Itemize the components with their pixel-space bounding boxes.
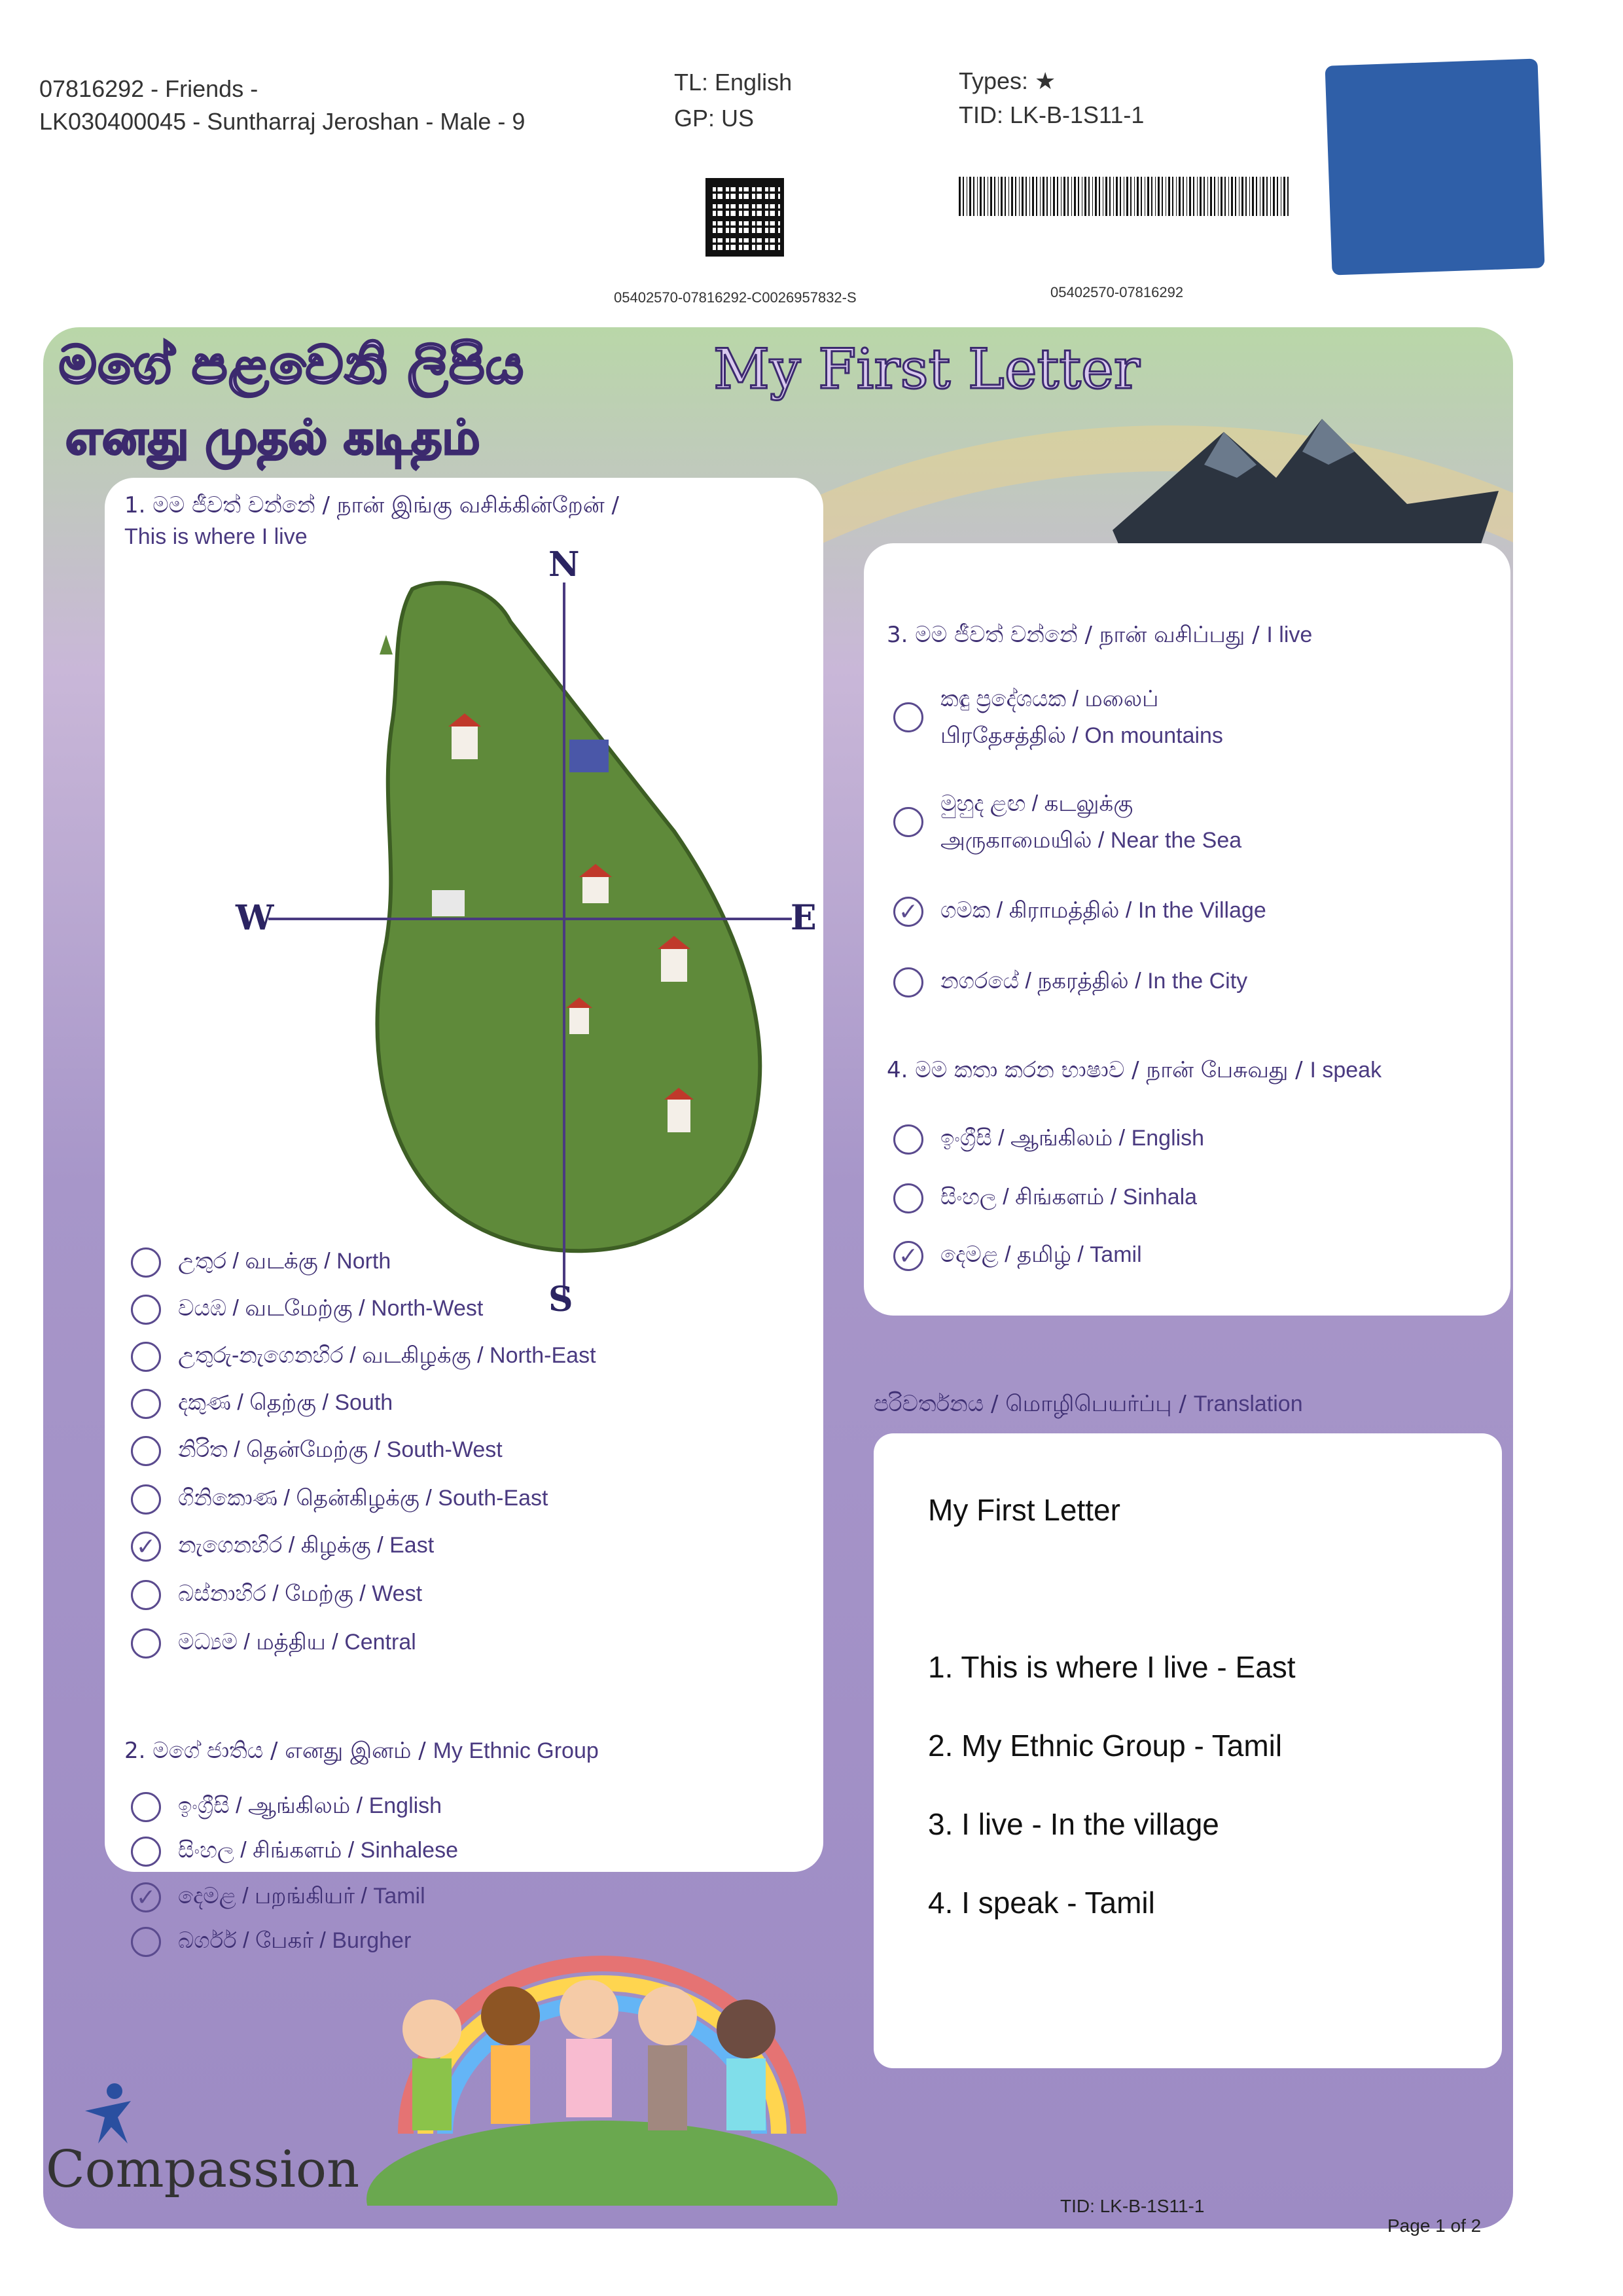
compassion-logo: Compassion (46, 2140, 360, 2199)
children-illustration (366, 1918, 838, 2206)
compass-south: S (548, 1280, 573, 1319)
living-place-option[interactable] (893, 681, 1223, 754)
compass-east: E (791, 898, 817, 938)
direction-option[interactable] (131, 1389, 393, 1419)
option-label-en: Near the Sea (1110, 828, 1242, 853)
option-label: ඉංග්‍රීසි / ஆங்கிலம் / (940, 1125, 1132, 1151)
direction-option[interactable] (131, 1532, 434, 1562)
q3-heading-en: I live (1266, 622, 1313, 647)
checked-radio-icon[interactable]: ✓ (131, 1532, 161, 1562)
translation-line: 3. I live - In the village (928, 1807, 1219, 1841)
option-label: සිංහල / சிங்களம் / (178, 1837, 361, 1863)
translation-line: 4. I speak - Tamil (928, 1886, 1155, 1920)
gp-country: GP: US (674, 105, 755, 132)
option-label: වයඹ / வடமேற்கு / (178, 1295, 372, 1321)
translation-language: TL: English (674, 69, 793, 96)
language-option[interactable] (893, 1241, 1142, 1271)
sri-lanka-map (216, 550, 844, 1296)
barcode-number: 05402570-07816292 (1050, 284, 1184, 300)
option-label: සිංහල / சிங்களம் / (940, 1184, 1123, 1210)
checked-radio-icon[interactable]: ✓ (893, 1241, 923, 1271)
q1-heading: 1. මම ජීවත් වන්නේ / நான் இங்கு வசிக்கின்றேன் / (124, 492, 620, 518)
option-label-en: West (372, 1581, 423, 1606)
radio-icon[interactable] (131, 1580, 161, 1610)
option-label: උතුර / வடக்கு / (178, 1248, 337, 1274)
radio-icon[interactable] (131, 1247, 161, 1278)
direction-option[interactable] (131, 1247, 391, 1278)
option-label: නගරයේ / நகரத்தில் / (940, 968, 1148, 994)
radio-icon[interactable] (131, 1389, 161, 1419)
living-place-option[interactable] (893, 967, 1247, 997)
q4-heading: 4. මම කතා කරන භාෂාව / நான் பேசுவது / (887, 1057, 1310, 1083)
option-label-en: South-East (438, 1485, 548, 1511)
radio-icon[interactable] (893, 807, 923, 837)
option-label: ගිනිකොණ / தென்கிழக்கு / (178, 1485, 438, 1511)
types-label: Types: ★ (959, 67, 1056, 94)
option-label-en: In the City (1147, 968, 1248, 994)
radio-icon[interactable] (893, 702, 923, 732)
compass-west: W (236, 898, 274, 938)
option-label: බස්නාහිර / மேற்கு / (178, 1581, 372, 1606)
option-label-en: Sinhalese (360, 1837, 459, 1863)
radio-icon[interactable] (893, 1124, 923, 1155)
option-label-en: Burgher (332, 1928, 412, 1953)
option-label: දකුණ / தெற்கு / (178, 1390, 335, 1415)
tid-header: TID: LK-B-1S11-1 (959, 101, 1145, 128)
translation-heading: පරිවර්තනය / மொழிபெயர்ப்பு / (874, 1391, 1194, 1417)
translation-line: 1. This is where I live - East (928, 1650, 1296, 1684)
child-name-line: LK030400045 - Suntharraj Jeroshan - Male - 9 (39, 108, 526, 135)
language-option[interactable] (893, 1183, 1197, 1213)
option-label-en: East (389, 1532, 435, 1558)
radio-icon[interactable] (893, 967, 923, 997)
qr-code (705, 178, 784, 257)
option-label-en: South (334, 1390, 393, 1415)
radio-icon[interactable] (131, 1484, 161, 1515)
q2-heading: 2. මගේ ජාතිය / எனது இனம் / (124, 1738, 433, 1764)
title-tamil: எனது முதல் கடிதம் (65, 409, 480, 465)
option-label-en: Central (344, 1629, 416, 1655)
option-label-en: In the Village (1137, 897, 1266, 923)
radio-icon[interactable] (131, 1342, 161, 1372)
direction-option[interactable] (131, 1628, 416, 1659)
option-label: ගමක / கிராமத்தில் / (940, 897, 1138, 923)
q2-heading-en: My Ethnic Group (433, 1738, 599, 1763)
radio-icon[interactable] (131, 1792, 161, 1822)
option-label: මධ්‍යම / மத்திய / (178, 1629, 345, 1655)
option-label: දෙමළ / பறங்கியர் / (178, 1883, 374, 1909)
direction-option[interactable] (131, 1436, 503, 1466)
compassion-figure-icon (79, 2081, 137, 2147)
title-english: My First Letter (713, 337, 1140, 401)
radio-icon[interactable] (893, 1183, 923, 1213)
document-code: 05402570-07816292-C0026957832-S (614, 289, 857, 306)
q3-heading: 3. මම ජීවත් වන්නේ / நான் வசிப்பது / (887, 622, 1267, 648)
compass-vertical-line (563, 583, 565, 1302)
option-label: බර්ගර් / பேகர் / (178, 1928, 332, 1953)
ethnic-group-option[interactable] (131, 1792, 442, 1822)
radio-icon[interactable] (131, 1927, 161, 1957)
option-label: කඳු ප්‍රදේශයක / மலைப் (940, 687, 1159, 711)
redaction-mark (1325, 58, 1545, 275)
radio-icon[interactable] (131, 1628, 161, 1659)
q4-heading-en: I speak (1310, 1058, 1382, 1083)
radio-icon[interactable] (131, 1837, 161, 1867)
checked-radio-icon[interactable]: ✓ (131, 1882, 161, 1912)
option-label: ඉංග්‍රීසි / ஆங்கிலம் / (178, 1793, 369, 1818)
page-number: Page 1 of 2 (1387, 2215, 1482, 2236)
q1-heading-en: This is where I live (124, 524, 308, 549)
direction-option[interactable] (131, 1342, 596, 1372)
compass-north: N (548, 545, 580, 584)
language-option[interactable] (893, 1124, 1204, 1155)
compass-horizontal-line (268, 918, 792, 920)
option-label-line2: பிரதேசத்தில் / (940, 723, 1085, 748)
radio-icon[interactable] (131, 1436, 161, 1466)
translation-heading-en: Translation (1193, 1391, 1303, 1416)
option-label-en: Tamil (1090, 1242, 1142, 1267)
option-label-en: Sinhala (1122, 1184, 1198, 1210)
direction-option[interactable] (131, 1484, 548, 1515)
translation-title: My First Letter (928, 1493, 1120, 1527)
option-label-line2: அருகாமையில் / (940, 828, 1111, 853)
option-label-en: North-East (490, 1342, 596, 1368)
translation-line: 2. My Ethnic Group - Tamil (928, 1729, 1283, 1763)
ethnic-group-option[interactable] (131, 1882, 425, 1912)
footer-tid: TID: LK-B-1S11-1 (1060, 2196, 1205, 2216)
ethnic-group-option[interactable] (131, 1837, 458, 1867)
option-label: නැගෙනහිර / கிழக்கு / (178, 1532, 390, 1558)
option-label: මුහුද ළඟ / கடலுக்கு (940, 791, 1133, 816)
living-place-option[interactable] (893, 785, 1241, 859)
checked-radio-icon[interactable]: ✓ (893, 897, 923, 927)
option-label-en: North (336, 1248, 391, 1274)
option-label-en: North-West (371, 1295, 484, 1321)
child-id-line: 07816292 - Friends - (39, 75, 259, 102)
option-label: උතුරු-නැගෙනහිර / வடகிழக்கு / (178, 1342, 490, 1368)
option-label: දෙමළ / தமிழ் / (940, 1242, 1090, 1267)
direction-option[interactable] (131, 1295, 483, 1325)
barcode (959, 177, 1289, 216)
title-sinhala: මගේ පළවෙනි ලිපිය (59, 334, 525, 395)
radio-icon[interactable] (131, 1295, 161, 1325)
option-label-en: Tamil (373, 1883, 425, 1909)
option-label-en: English (1131, 1125, 1205, 1151)
option-label: නිරිත / தென்மேற்கு / (178, 1437, 387, 1462)
living-place-option[interactable] (893, 897, 1266, 927)
option-label-en: On mountains (1084, 723, 1223, 748)
direction-option[interactable] (131, 1580, 422, 1610)
option-label-en: English (368, 1793, 442, 1818)
option-label-en: South-West (386, 1437, 503, 1462)
